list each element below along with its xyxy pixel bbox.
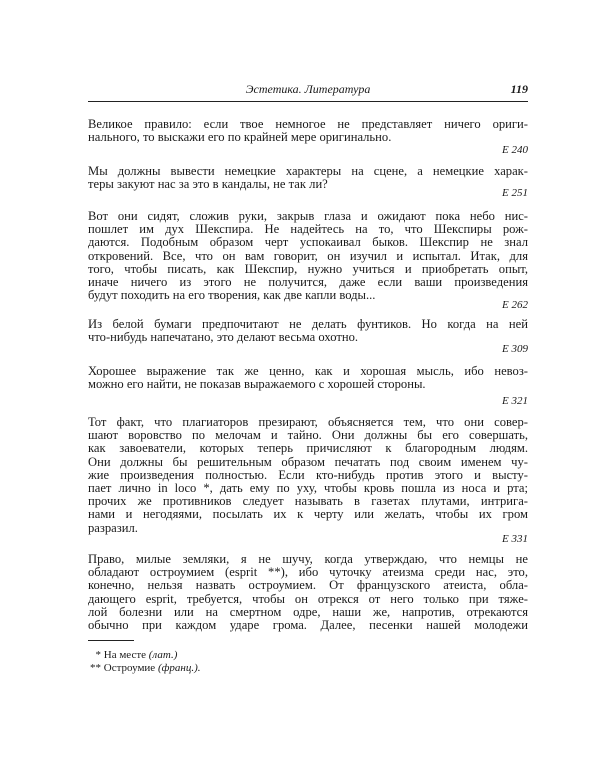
footnote-1 [90,649,177,662]
text-line: иначе ничего из этого не получится, даже если ваши произведения [88,275,528,290]
text-line: Они должны бы решительным образом печатать под своим именем чу- [88,454,528,469]
footnote-rule [88,640,134,641]
text-line: можно его найти, не показав выражаемого с хорошей стороны. [88,377,426,392]
text-line: как завоеватели, которых теперь причисляют к благородным людям. [88,441,528,456]
footnote-lang: (лат.) [148,649,178,661]
text-line: пает лично in loco *, дать ему по уху, чтобы кровь пошла из носа и рта; [88,481,528,496]
source-reference: E 240 [502,144,528,156]
text-line: откровений. Все, что он вам говорит, он изучил и испытал. Итак, для [88,248,528,263]
footnote-mark: ** [90,662,101,674]
paragraph [88,416,528,535]
text-line: обычно при каждом ударе грома. Далее, песенки нашей молодежи [88,618,528,633]
text-line: Из белой бумаги предпочитают не делать фунтиков. Но когда на ней [88,317,528,331]
paragraph [88,365,528,391]
footnote-2 [90,662,201,675]
text-line: Мы должны вывести немецкие характеры на сцене, а немецкие харак- [88,164,528,178]
paragraph [88,165,528,191]
text-line: что-нибудь напечатано, это делают весьма охотно. [88,330,359,345]
text-line: нального, то выскажи его по крайней мере оригинально. [88,130,392,145]
text-line: прочих же противников следует называть в газетах плутами, интрига- [88,494,528,509]
paragraph [88,553,528,632]
text-line: лой болезни или на смертном одре, наши же, напротив, отрекаются [88,604,528,619]
paragraph [88,210,528,302]
paragraph [88,118,528,144]
footnote-mark: * [95,649,101,661]
source-reference: E 331 [502,533,528,545]
source-reference: E 309 [502,343,528,355]
text-line: дающего esprit, требуется, чтобы он отрекся от него только при тяже- [88,591,528,606]
text-line: разразил. [88,520,138,535]
text-line: пошлет им дух Шекспира. Не надейтесь на то, что Шекспиры рож- [88,222,528,237]
footnote-lang: (франц.). [157,662,201,674]
text-line: теры закуют нас за это в кандалы, не так ли? [88,177,328,192]
text-line: будут походить на его творения, как две капли воды... [88,288,376,303]
footnote-text: На месте [103,649,147,661]
header-rule [88,101,528,102]
text-line: шают воровство по мелочам и тайно. Они должны бы его совершать, [88,428,528,443]
text-line: обладают остроумием (esprit **), ибо чуточку атеизма среди нас, это, [88,565,528,580]
paragraph [88,318,528,344]
source-reference: E 251 [502,187,528,199]
source-reference: E 262 [502,299,528,311]
page-number: 119 [510,82,528,96]
text-line: конечно, нельзя назвать остроумием. От французского атеиста, обла- [88,578,528,593]
source-reference: E 321 [502,395,528,407]
text-line: Вот они сидят, сложив руки, закрыв глаза и ожидают пока небо нис- [88,209,528,223]
running-header-title: Эстетика. Литература [245,82,371,96]
text-line: Хорошее выражение так же ценно, как и хорошая мысль, ибо невоз- [88,364,528,378]
text-line: Тот факт, что плагиаторов презирают, объясняется тем, что они совер- [88,415,528,429]
text-line: жие произведения полностью. Если кто-нибудь против этого и высту- [88,467,528,482]
text-line: Великое правило: если твое немногое не представляет ничего ориги- [88,117,528,131]
text-line: даются. Подобным образом черт успокаивал быков. Шекспир не знал [88,235,528,250]
text-line: того, чтобы писать, как Шекспир, нужно учиться и приобретать опыт, [88,261,528,276]
footnote-text: Остроумие [103,662,156,674]
text-line: нами и негодяями, посылать их к черту или желать, чтобы их гром [88,507,528,522]
text-line: Право, милые земляки, я не шучу, когда утверждаю, что немцы не [88,552,528,566]
running-header [88,82,528,98]
